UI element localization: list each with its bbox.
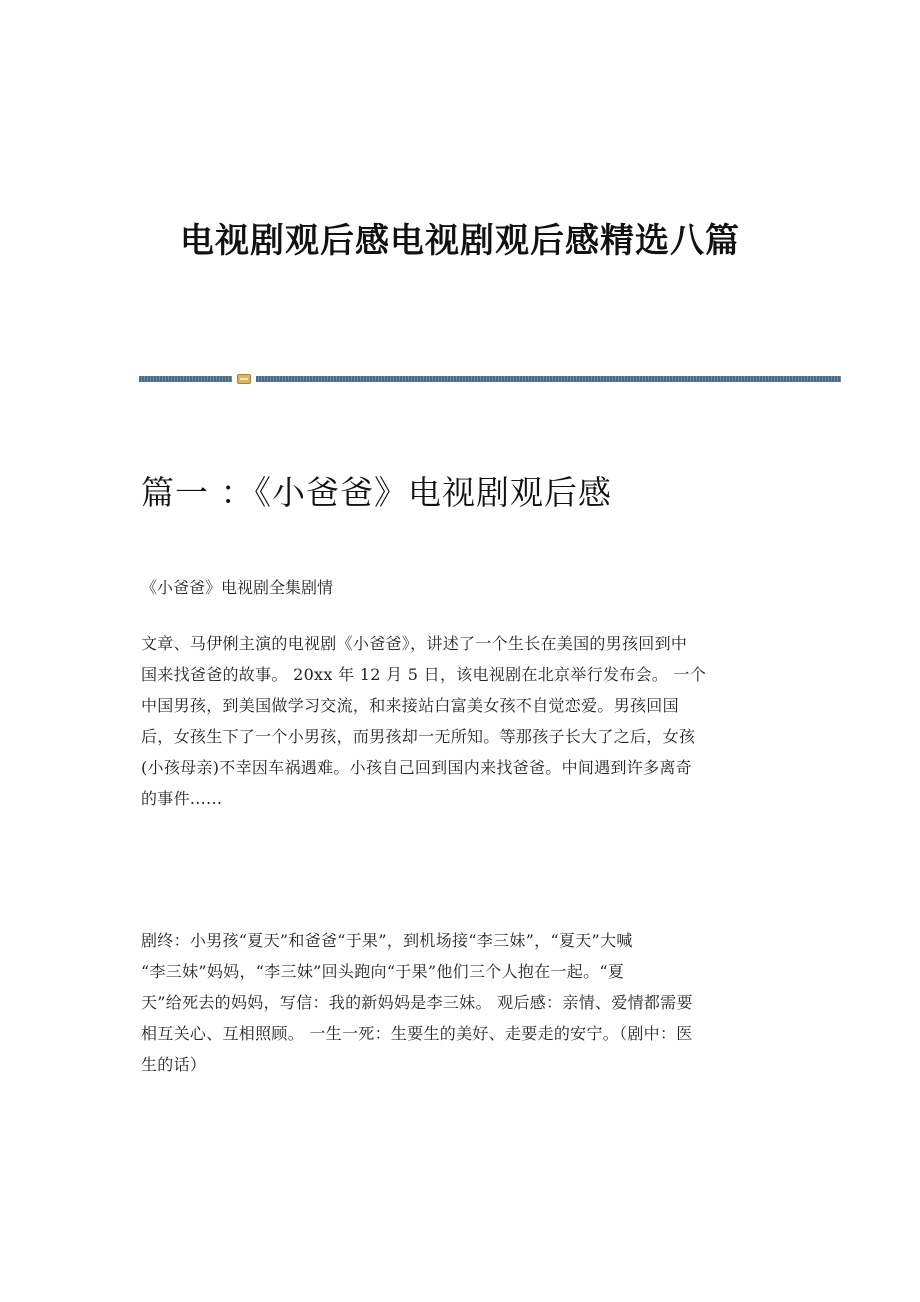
paragraph-line: 国来找爸爸的故事。 20xx 年 12 月 5 日，该电视剧在北京举行发布会。 一个 — [141, 665, 707, 684]
paragraph-line: 剧终：小男孩“夏天”和爸爸“于果”，到机场接“李三妹”，“夏天”大喊 — [141, 931, 633, 950]
paragraph-line: 相互关心、互相照顾。 一生一死：生要生的美好、走要走的安宁。（剧中：医 — [141, 1024, 693, 1043]
divider-bar-left — [139, 376, 232, 382]
paragraph-line: “李三妹”妈妈，“李三妹”回头跑向“于果”他们三个人抱在一起。“夏 — [141, 962, 625, 981]
paragraph-line: 中国男孩，到美国做学习交流，和来接站白富美女孩不自觉恋爱。男孩回国 — [141, 696, 679, 715]
divider-ornament-icon — [237, 374, 251, 384]
section-heading: 篇一 ：《小爸爸》电视剧观后感 — [141, 473, 612, 512]
paragraph-plot — [141, 628, 781, 814]
paragraph-line: (小孩母亲)不幸因车祸遇难。小孩自己回到国内来找爸爸。中间遇到许多离奇 — [141, 758, 692, 777]
paragraph-line: 的事件...... — [141, 789, 223, 808]
divider-bar-right — [256, 376, 841, 382]
paragraph-line: 文章、马伊俐主演的电视剧《小爸爸》，讲述了一个生长在美国的男孩回到中 — [141, 634, 688, 653]
document-title: 电视剧观后感电视剧观后感精选八篇 — [180, 221, 740, 261]
paragraph-ending — [141, 925, 781, 1080]
paragraph-line: 天”给死去的妈妈，写信：我的新妈妈是李三妹。 观后感：亲情、爱情都需要 — [141, 993, 693, 1012]
title-divider — [139, 374, 841, 384]
paragraph-line: 生的话） — [141, 1055, 207, 1074]
paragraph-line: 后，女孩生下了一个小男孩，而男孩却一无所知。等那孩子长大了之后，女孩 — [141, 727, 696, 746]
section-subheading: 《小爸爸》电视剧全集剧情 — [141, 578, 334, 597]
